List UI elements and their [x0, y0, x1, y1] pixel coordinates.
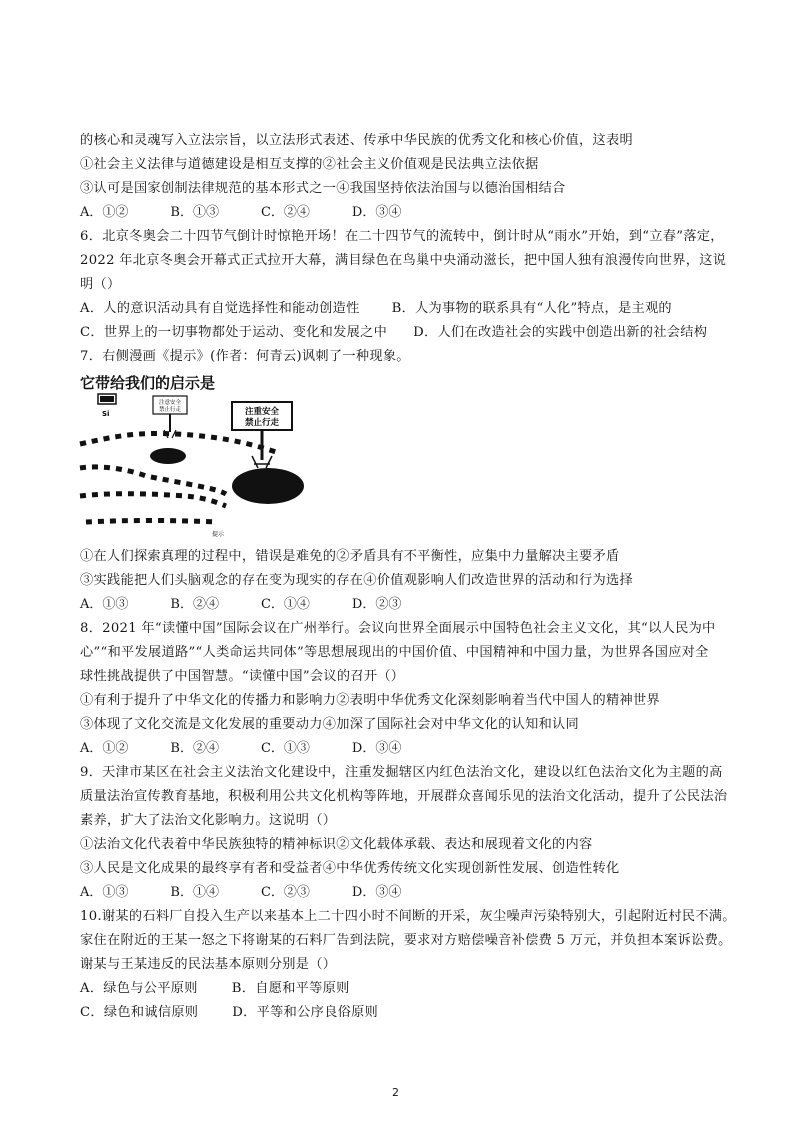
large-sign-line-1: 注重安全	[244, 407, 280, 417]
q10-options-ab	[80, 980, 720, 998]
svg-text:禁止行走: 禁止行走	[158, 407, 182, 413]
q5-option-b: B．①③	[170, 205, 219, 220]
page-number: 2	[392, 1086, 399, 1099]
q5-choice-line-1: ①社会主义法律与道德建设是相互支撑的②社会主义价值观是民法典立法依据	[80, 157, 539, 172]
q8-options	[80, 740, 443, 758]
cartoon-tiny-label: Si	[102, 410, 110, 418]
cartoon-illustration	[76, 372, 316, 540]
svg-text:注意安全: 注意安全	[158, 400, 182, 406]
q8-choice-line-2: ③体现了文化交流是文化发展的重要动力④加深了国际社会对中华文化的认知和认同	[80, 717, 580, 732]
q5-stem-tail: 的核心和灵魂写入立法宗旨，以立法形式表述、传承中华民族的优秀文化和核心价值，这表明	[80, 133, 633, 148]
q8-option-d: D．③④	[351, 741, 402, 756]
q5-option-a: A．①②	[80, 205, 129, 220]
q7-option-a: A．①③	[80, 597, 129, 612]
q10-option-d: D．平等和公序良俗原则	[232, 1005, 379, 1020]
q9-options	[80, 884, 443, 902]
q5-option-c: C．②④	[260, 205, 310, 220]
cartoon-heading: 它带给我们的启示是	[80, 374, 216, 392]
q10-option-a: A．绿色与公平原则	[80, 981, 198, 996]
q10-stem-2: 家住在附近的王某一怒之下将谢某的石料厂告到法院，要求对方赔偿噪音补偿费 5 万元，并负担本案诉讼费。	[80, 933, 732, 948]
q7-options	[80, 596, 443, 614]
q9-option-c: C．②③	[260, 885, 310, 900]
large-sign-line-2: 禁止行走	[244, 418, 280, 428]
q6-stem-3: 明（）	[80, 277, 121, 292]
cartoon-caption: 提示	[212, 531, 225, 538]
q7-choice-line-1: ①在人们探索真理的过程中，错误是难免的②矛盾具有不平衡性，应集中力量解决主要矛盾	[80, 549, 620, 564]
q8-option-c: C．①③	[260, 741, 310, 756]
q10-option-b: B．自愿和平等原则	[231, 981, 350, 996]
q6-stem-2: 2022 年北京冬奥会开幕式正式拉开大幕，满目绿色在鸟巢中央涌动滋长，把中国人独有浪漫传向世界，这说	[80, 253, 727, 268]
q8-option-a: A．①②	[80, 741, 129, 756]
q7-option-c: C．①④	[260, 597, 310, 612]
q9-option-d: D．③④	[351, 885, 402, 900]
q5-option-d: D．③④	[351, 205, 402, 220]
q9-stem-2: 质量法治宣传教育基地，积极利用公共文化机构等阵地，开展群众喜闻乐见的法治文化活动，提升了公民法治	[80, 789, 728, 804]
q8-choice-line-1: ①有利于提升了中华文化的传播力和影响力②表明中华优秀文化深刻影响着当代中国人的精神世界	[80, 693, 660, 708]
q6-option-d: D．人们在改造社会的实践中创造出新的社会结构	[413, 325, 708, 340]
q6-stem-1: 6．北京冬奥会二十四节气倒计时惊艳开场！在二十四节气的流转中，倒计时从“雨水”开始，到“立春”落定，	[80, 229, 724, 244]
q9-choice-line-1: ①法治文化代表着中华民族独特的精神标识②文化载体承载、表达和展现着文化的内容	[80, 837, 593, 852]
q6-options-cd	[80, 324, 720, 342]
q8-option-b: B．②④	[170, 741, 219, 756]
q8-stem-2: 心”“和平发展道路”“人类命运共同体”等思想展现出的中国价值、中国精神和中国力量，为世界各国应对全	[80, 645, 709, 660]
q7-stem: 7．右侧漫画《提示》(作者：何青云)讽刺了一种现象。	[80, 349, 410, 364]
q5-choice-line-2: ③认可是国家创制法律规范的基本形式之一④我国坚持依法治国与以德治国相结合	[80, 181, 566, 196]
q8-stem-1: 8．2021 年“读懂中国”国际会议在广州举行。会议向世界全面展示中国特色社会主义文化，其“以人民为中	[80, 621, 716, 636]
q10-stem-1: 10.谢某的石料厂自投入生产以来基本上二十四小时不间断的开采，灰尘噪声污染特别大，引起附近村民不满。	[80, 909, 736, 924]
q7-option-d: D．②③	[351, 597, 402, 612]
q9-stem-3: 素养，扩大了法治文化影响力。这说明（）	[80, 813, 337, 828]
q9-choice-line-2: ③人民是文化成果的最终享有者和受益者④中华优秀传统文化实现创新性发展、创造性转化	[80, 861, 620, 876]
q6-option-a: A．人的意识活动具有自觉选择性和能动创造性	[80, 301, 360, 316]
cartoon-hint	[76, 372, 316, 540]
q9-option-a: A．①③	[80, 885, 129, 900]
q9-stem-1: 9．天津市某区在社会主义法治文化建设中，注重发掘辖区内红色法治文化，建设以红色法治文化为主题的高	[80, 765, 723, 780]
q5-options	[80, 204, 443, 222]
q7-choice-line-2: ③实践能把人们头脑观念的存在变为现实的存在④价值观影响人们改造世界的活动和行为选择	[80, 573, 633, 588]
q10-option-c: C．绿色和诚信原则	[80, 1005, 199, 1020]
q7-option-b: B．②④	[170, 597, 219, 612]
q6-options-ab	[80, 300, 720, 318]
q6-option-b: B．人为事物的联系具有“人化”特点，是主观的	[391, 301, 672, 316]
q8-stem-3: 球性挑战提供了中国智慧。“读懂中国”会议的召开（）	[80, 669, 405, 684]
q9-option-b: B．①④	[170, 885, 219, 900]
q6-option-c: C．世界上的一切事物都处于运动、变化和发展之中	[80, 325, 388, 340]
q10-stem-3: 谢某与王某违反的民法基本原则分别是（）	[80, 957, 337, 972]
q10-options-cd	[80, 1004, 720, 1022]
